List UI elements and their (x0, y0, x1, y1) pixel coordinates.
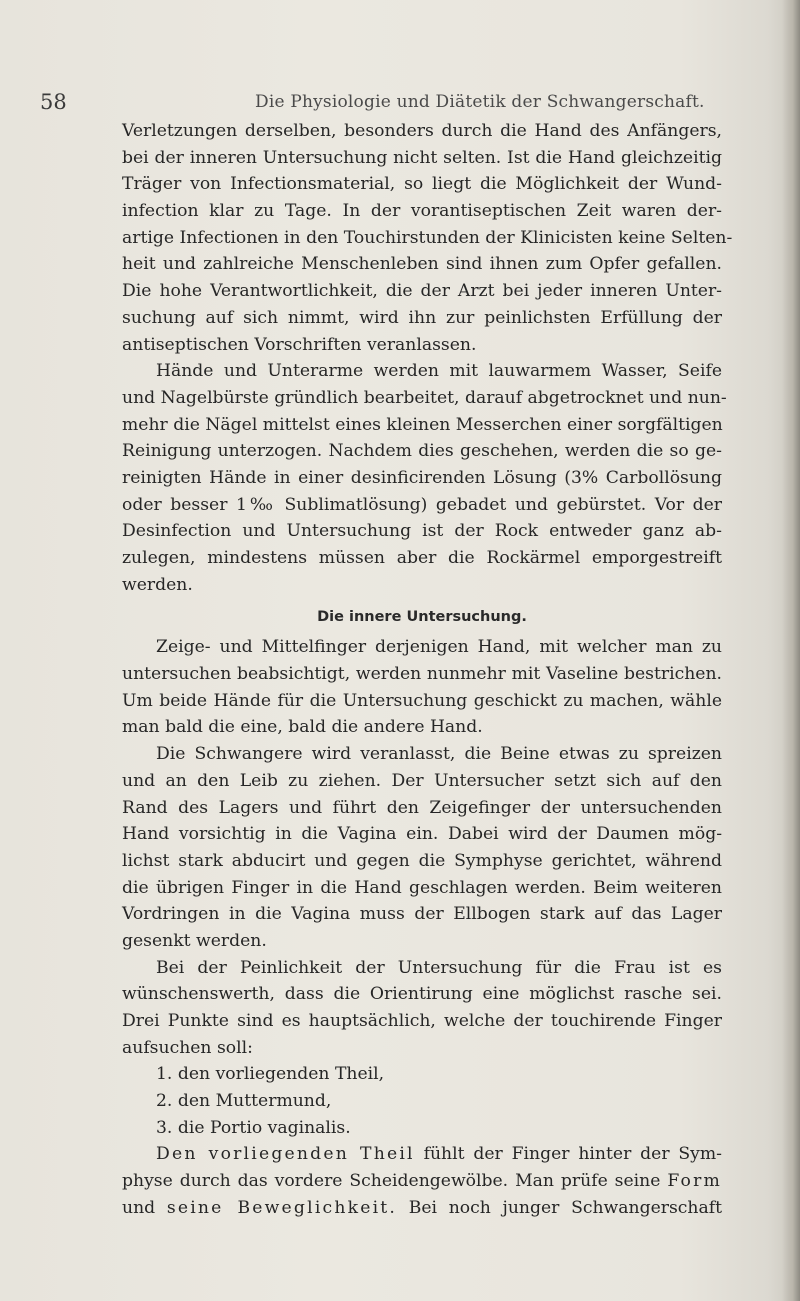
text-line: Hand vorsichtig in die Vagina ein. Dabei wird der Daumen mög- (122, 824, 722, 845)
text-line: Hände und Unterarme werden mit lauwarmem Wasser, Seife (156, 361, 722, 382)
text-run: physe durch das vordere Scheidengewölbe. Man prüfe seine (122, 1171, 668, 1192)
text-line: wünschenswerth, dass die Orientirung eine möglichst rasche sei. (122, 984, 722, 1005)
paragraph-6 (122, 1141, 722, 1221)
paragraph-2 (122, 358, 727, 598)
text-line: reinigten Hände in einer desinficirenden Lösung (3% Carbollösung (122, 467, 722, 488)
text-line: lichst stark abducirt und gegen die Symphyse gerichtet, während (122, 850, 722, 871)
text-run: Bei noch junger Schwangerschaft (397, 1197, 722, 1218)
page-number: 58 (40, 90, 67, 114)
text-line: Die Schwangere wird veranlasst, die Beine etwas zu spreizen (156, 744, 722, 765)
spaced-emphasis: Den vorliegenden Theil (156, 1144, 415, 1165)
text-line (122, 1141, 722, 1168)
text-line: heit und zahlreiche Menschenleben sind ihnen zum Opfer gefallen. (122, 254, 722, 275)
text-run: fühlt der Finger hinter der Sym- (414, 1144, 722, 1165)
page-edge-shadow (782, 0, 800, 1301)
section-heading: Die innere Untersuchung. (317, 609, 527, 626)
text-line: gesenkt werden. (122, 930, 267, 951)
text-line: infection klar zu Tage. In der vorantiseptischen Zeit waren der- (122, 201, 722, 222)
text-line: Die hohe Verantwortlichkeit, die der Arzt bei jeder inneren Unter- (122, 281, 722, 302)
text-line: antiseptischen Vorschriften veranlassen. (122, 334, 477, 355)
text-line: aufsuchen soll: (122, 1037, 253, 1058)
text-line: untersuchen beabsichtigt, werden nunmehr mit Vaseline bestrichen. (122, 664, 722, 685)
text-line: Zeige- und Mittelfinger derjenigen Hand, mit welcher man zu (156, 637, 722, 658)
text-line: oder besser 1‰ Sublimatlösung) gebadet und gebürstet. Vor der (122, 494, 722, 515)
text-line: Vordringen in die Vagina muss der Ellbogen stark auf das Lager (122, 904, 722, 925)
paragraph-3 (122, 634, 722, 741)
paragraph-4 (122, 741, 722, 955)
text-line: und Nagelbürste gründlich bearbeitet, darauf abgetrocknet und nun- (122, 387, 727, 408)
text-line (122, 1195, 722, 1222)
text-line: suchung auf sich nimmt, wird ihn zur peinlichsten Erfüllung der (122, 307, 722, 328)
text-line: artige Infectionen in den Touchirstunden der Klinicisten keine Selten- (122, 227, 733, 248)
list-item: 1. den vorliegenden Theil, (156, 1064, 385, 1085)
text-line: Bei der Peinlichkeit der Untersuchung für die Frau ist es (156, 957, 722, 978)
text-line: werden. (122, 574, 193, 595)
body-text (122, 118, 733, 1222)
text-line: mehr die Nägel mittelst eines kleinen Messerchen einer sorgfältigen (122, 414, 723, 435)
text-line: bei der inneren Untersuchung nicht selten. Ist die Hand gleichzeitig (122, 147, 722, 168)
text-line: Um beide Hände für die Untersuchung geschickt zu machen, wähle (122, 690, 722, 711)
text-run: und (122, 1197, 167, 1218)
numbered-list (122, 1061, 722, 1141)
running-title: Die Physiologie und Diätetik der Schwangerschaft. (255, 92, 705, 112)
text-line: zulegen, mindestens müssen aber die Rockärmel emporgestreift (122, 548, 722, 568)
paragraph-1 (122, 118, 733, 358)
text-line: die übrigen Finger in die Hand geschlagen werden. Beim weiteren (122, 877, 722, 898)
spaced-emphasis: seine Beweglichkeit. (166, 1197, 398, 1218)
text-line: Rand des Lagers und führt den Zeigefinger der untersuchenden (122, 797, 722, 818)
text-line: Verletzungen derselben, besonders durch die Hand des Anfängers, (122, 121, 722, 141)
text-line: Reinigung unterzogen. Nachdem dies geschehen, werden die so ge- (122, 441, 722, 462)
list-item: 3. die Portio vaginalis. (156, 1117, 351, 1138)
paragraph-5 (122, 955, 722, 1062)
list-item: 2. den Muttermund, (156, 1091, 332, 1112)
text-line: Desinfection und Untersuchung ist der Rock entweder ganz ab- (122, 521, 722, 542)
text-line: man bald die eine, bald die andere Hand. (122, 717, 483, 738)
page-header (40, 90, 740, 120)
text-line (122, 1168, 722, 1195)
text-line: Träger von Infectionsmaterial, so liegt die Möglichkeit der Wund- (122, 174, 722, 195)
spaced-emphasis: Form (667, 1171, 722, 1192)
text-line: und an den Leib zu ziehen. Der Untersucher setzt sich auf den (122, 770, 722, 791)
text-line: Drei Punkte sind es hauptsächlich, welche der touchirende Finger (122, 1011, 722, 1031)
